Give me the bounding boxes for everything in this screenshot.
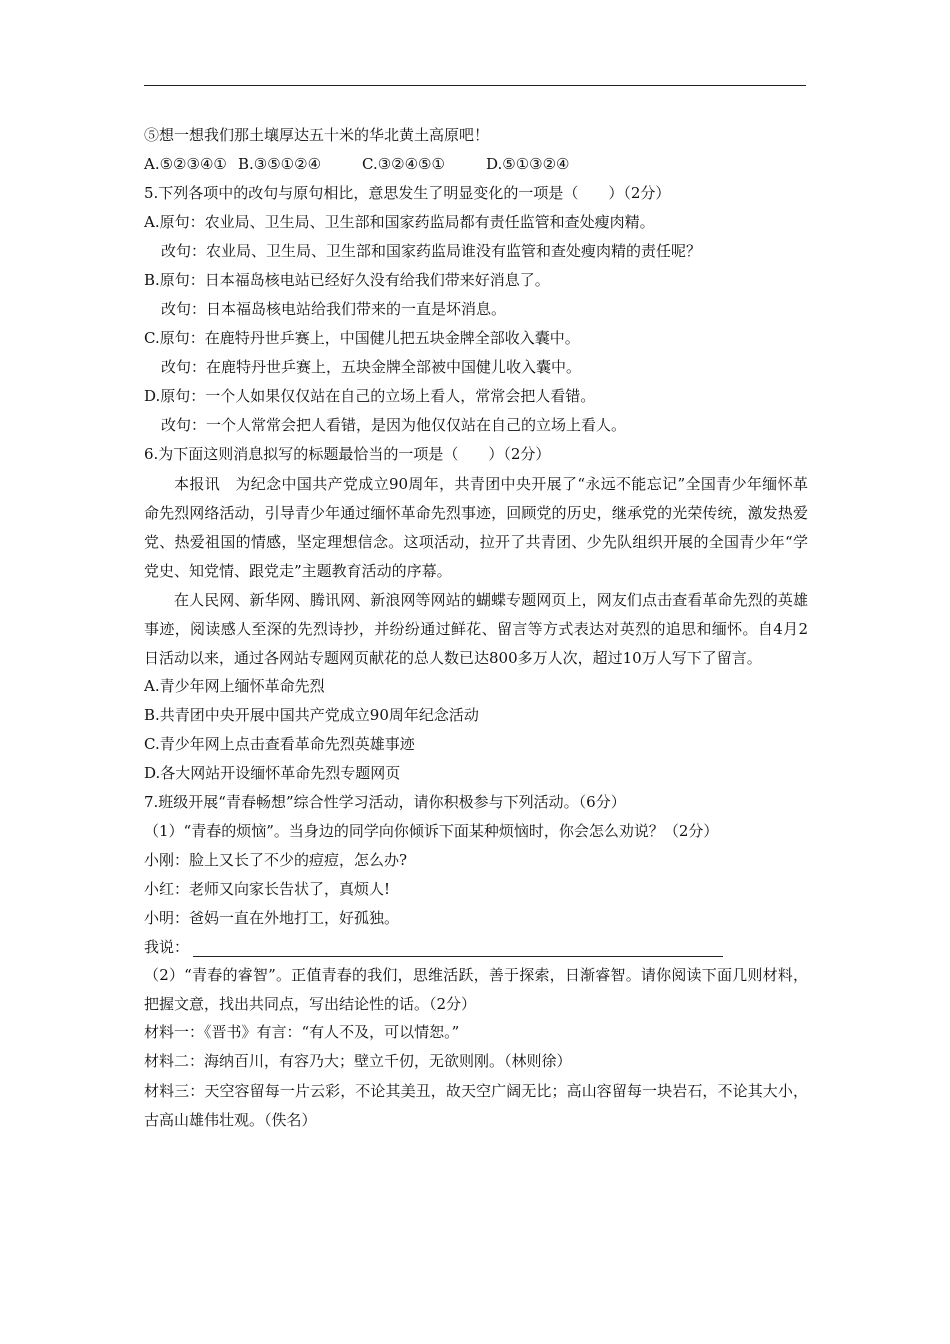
q7-sub1: （1）“青春的烦恼”。当身边的同学向你倾诉下面某种烦恼时，你会怎么劝说？（2分）: [144, 822, 719, 840]
header-rule: [144, 85, 806, 86]
q7-dialog-xiaoming: 小明：爸妈一直在外地打工，好孤独。: [144, 909, 400, 927]
q5-d-original: D.原句：一个人如果仅仅站在自己的立场上看人，常常会把人看错。: [144, 387, 596, 405]
q6-stem: 6.为下面这则消息拟写的标题最恰当的一项是（ ）（2分）: [144, 445, 551, 463]
q5-stem: 5.下列各项中的改句与原句相比，意思发生了明显变化的一项是（ ）（2分）: [144, 184, 671, 202]
q5-b-original: B.原句：日本福岛核电站已经好久没有给我们带来好消息了。: [144, 271, 550, 289]
q5-a-revised: 改句：农业局、卫生局、卫生部和国家药监局谁没有监管和查处瘦肉精的责任呢？: [161, 242, 702, 260]
q4-option-d: D.⑤①③②④: [486, 155, 570, 173]
q4-option-c: C.③②④⑤①: [362, 155, 445, 173]
q7-answer-blank[interactable]: [193, 941, 723, 957]
q6-option-a: A.青少年网上缅怀革命先烈: [144, 677, 325, 695]
q4-options: [144, 155, 808, 174]
q7-material-2: 材料二：海纳百川，有容乃大；壁立千仞，无欲则刚。（林则徐）: [144, 1052, 572, 1070]
q6-option-b: B.共青团中央开展中国共产党成立90周年纪念活动: [144, 706, 479, 724]
q6-news-paragraph-1: 本报讯 为纪念中国共产党成立90周年，共青团中央开展了“永远不能忘记”全国青少年缅怀革命先烈网络活动，引导青少年通过缅怀革命先烈事迹，回顾党的历史，继承党的光荣传统，激发热爱党、热爱祖国的情感，坚定理想信念。这项活动，拉开了共青团、少先队组织开展的全国青少年“学党史、知党情、跟党走”主题教育活动的序幕。: [144, 475, 808, 580]
q4-option-a: A.⑤②③④①: [144, 155, 227, 173]
q5-c-original: C.原句：在鹿特丹世乒赛上，中国健儿把五块金牌全部收入囊中。: [144, 329, 580, 347]
q5-d-revised: 改句：一个人常常会把人看错，是因为他仅仅站在自己的立场上看人。: [161, 416, 627, 434]
q5-c-revised: 改句：在鹿特丹世乒赛上，五块金牌全部被中国健儿收入囊中。: [161, 358, 582, 376]
q7-dialog-xiaohong: 小红：老师又向家长告状了，真烦人!: [144, 880, 391, 898]
q5-b-revised: 改句：日本福岛核电站给我们带来的一直是坏消息。: [161, 300, 507, 318]
q7-answer-label: 我说：: [144, 938, 190, 956]
q7-material-3: 材料三：天空容留每一片云彩，不论其美丑，故天空广阔无比；高山容留每一块岩石，不论其大小，古高山雄伟壮观。（佚名）: [144, 1082, 808, 1129]
q7-stem: 7.班级开展“青春畅想”综合性学习活动，请你积极参与下列活动。（6分）: [144, 793, 626, 811]
q4-item-5: ⑤想一想我们那土壤厚达五十米的华北黄土高原吧！: [144, 126, 490, 144]
q4-option-b: B.③⑤①②④: [238, 155, 322, 173]
q5-a-original: A.原句：农业局、卫生局、卫生部和国家药监局都有责任监管和查处瘦肉精。: [144, 213, 655, 231]
q7-material-1: 材料一：《晋书》有言：“有人不及，可以情恕。”: [144, 1023, 460, 1041]
q7-sub2: （2）“青春的睿智”。正值青春的我们，思维活跃，善于探索，日渐睿智。请你阅读下面几则材料，把握文意，找出共同点，写出结论性的话。（2分）: [144, 966, 808, 1013]
q6-news-paragraph-2: 在人民网、新华网、腾讯网、新浪网等网站的蝴蝶专题网页上，网友们点击查看革命先烈的英雄事迹，阅读感人至深的先烈诗抄，并纷纷通过鲜花、留言等方式表达对英烈的追思和缅怀。自4月2日活动以来，通过各网站专题网页献花的总人数已达800多万人次，超过10万人写下了留言。: [144, 591, 808, 667]
q6-option-d: D.各大网站开设缅怀革命先烈专题网页: [144, 764, 401, 782]
q6-option-c: C.青少年网上点击查看革命先烈英雄事迹: [144, 735, 415, 753]
exam-page: [144, 126, 808, 1135]
q7-answer-line: [144, 938, 808, 957]
q7-dialog-xiaogang: 小刚：脸上又长了不少的痘痘，怎么办?: [144, 851, 408, 869]
